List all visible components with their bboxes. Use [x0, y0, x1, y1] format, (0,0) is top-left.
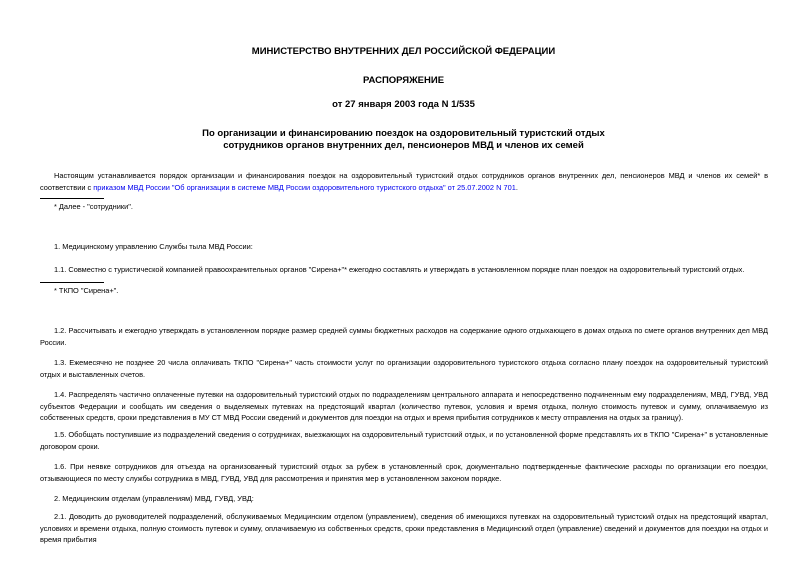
paragraph-2: 2. Медицинским отделам (управлениям) МВД, ГУВД, УВД: [54, 494, 254, 503]
footnote-divider-1 [40, 198, 104, 199]
paragraph-1-1: 1.1. Совместно с туристической компанией правоохранительных органов "Сирена+"* ежегодно составлять и утверждать в установленном порядке план поездок на оздоровительный туристский отдых. [54, 265, 745, 274]
order-701-link[interactable]: приказом МВД России "Об организации в системе МВД России оздоровительного туристского отдыха" от 25.07.2002 N 701 [93, 182, 516, 192]
intro-text-end: . [515, 182, 518, 192]
footnote-2: * ТКПО "Сирена+". [54, 286, 119, 295]
document-title-line-1: По организации и финансированию поездок на оздоровительный туристский отдых [202, 128, 605, 139]
paragraph-1-6: 1.6. При неявке сотрудников для отъезда на организованный туристский отдых за рубеж в установленный срок, документально подтвержденные фактические расходы по организации его поездки, отзывающиеся по месту службы сотрудника в МВД, ГУВД, УВД для рассмотрения и принятия мер в установленном законом порядке. [40, 462, 768, 483]
document-date-number: от 27 января 2003 года N 1/535 [332, 99, 475, 110]
footnote-divider-2 [40, 282, 104, 283]
paragraph-1-5: 1.5. Обобщать поступившие из подразделений сведения о сотрудниках, выезжающих на оздоровительный туристский отдых, и по установленной форме представлять их в ТКПО "Сирена+" в установленные договором сроки. [40, 430, 768, 451]
paragraph-1: 1. Медицинскому управлению Службы тыла МВД России: [54, 242, 253, 251]
paragraph-1-3: 1.3. Ежемесячно не позднее 20 числа оплачивать ТКПО "Сирена+" часть стоимости услуг по организации оздоровительного туристского отдыха согласно плану поездок на оздоровительный туристский отдых и выставленных счетов. [40, 358, 768, 379]
document-title-line-2: сотрудников органов внутренних дел, пенсионеров МВД и членов их семей [223, 140, 584, 151]
intro-paragraph [40, 170, 768, 193]
footnote-1: * Далее - "сотрудники". [54, 202, 133, 211]
paragraph-1-4: 1.4. Распределять частично оплаченные путевки на оздоровительный туристский отдых по подразделениям центрального аппарата и непосредственно подчиненным ему подразделениям, МВД, ГУВД, УВД субъектов Федерации и сообщать им сведения о выделяемых путевках на предстоящий квартал (количество путевок, условия и время отдыха, полную стоимость путевок и сумму, оплачиваемую из собственных средств, сроки представления в МУ СТ МВД России сведений и документов для поездки на отдых и время прибытия сотрудников к месту отправления на отдых за границу). [40, 390, 768, 422]
paragraph-2-1: 2.1. Доводить до руководителей подразделений, обслуживаемых Медицинским отделом (управлением), сведения об имеющихся путевках на оздоровительный туристский отдых на предстоящий квартал, условиях и времени отдыха, полную стоимость путевок и сумму, оплачиваемую из собственных средств, сроки представления в Медицинский отдел (управление) сведений и документов для поездки на отдых и время прибытия [40, 512, 768, 544]
ministry-heading: МИНИСТЕРСТВО ВНУТРЕННИХ ДЕЛ РОССИЙСКОЙ ФЕДЕРАЦИИ [251, 46, 556, 57]
paragraph-1-2: 1.2. Рассчитывать и ежегодно утверждать в установленном порядке размер средней суммы бюджетных расходов на содержание одного отдыхающего в домах отдыха по смете органов внутренних дел МВД России. [40, 326, 768, 347]
intro-text: Настоящим устанавливается порядок организации и финансирования поездок на оздоровительный туристский отдых сотрудников органов внутренних дел, пенсионеров МВД и членов их семей* в соответствии с [40, 171, 768, 192]
document-type: РАСПОРЯЖЕНИЕ [362, 75, 445, 86]
